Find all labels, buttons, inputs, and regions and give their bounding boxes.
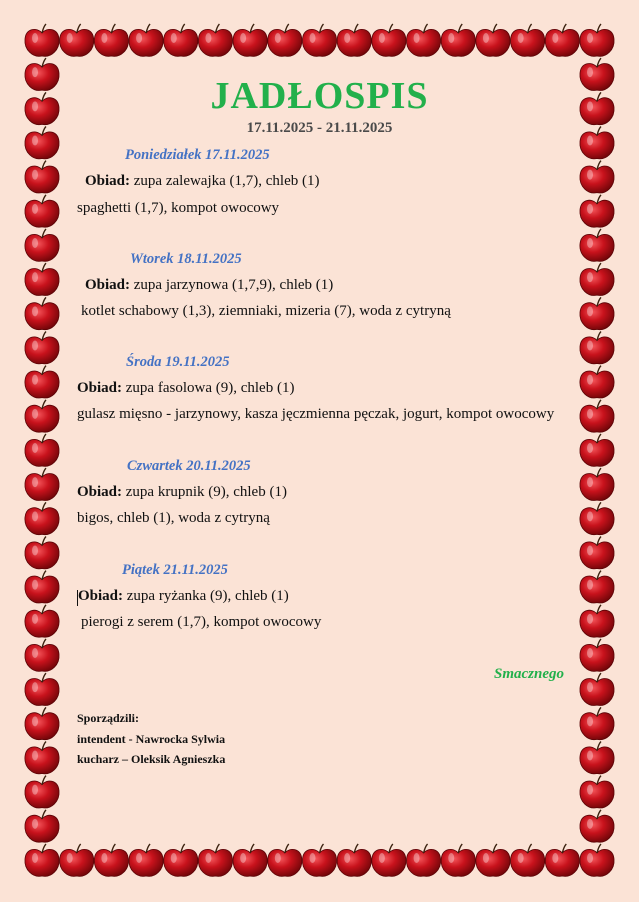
apple-icon (233, 24, 267, 56)
apple-icon (580, 468, 614, 500)
apple-icon (580, 639, 614, 671)
apple-icon (25, 366, 59, 398)
soup-text: zupa ryżanka (9), chleb (1) (123, 588, 289, 604)
date-range: 17.11.2025 - 21.11.2025 (246, 120, 393, 136)
apple-icon (580, 161, 614, 193)
apple-icon (580, 332, 614, 364)
lunch-soup-friday (78, 588, 289, 605)
apple-icon (129, 844, 163, 876)
apple-icon (25, 810, 59, 842)
apple-icon (25, 742, 59, 774)
lunch-main-friday: pierogi z serem (1,7), kompot owocowy (81, 614, 322, 630)
apple-icon (580, 844, 614, 876)
apple-icon (198, 24, 232, 56)
soup-text: zupa fasolowa (9), chleb (1) (122, 380, 295, 396)
apple-icon (25, 502, 59, 534)
apple-icon (441, 24, 475, 56)
prepared-by-label: Sporządzili: (77, 711, 139, 725)
cook-signature: kucharz – Oleksik Agnieszka (77, 752, 226, 766)
apple-icon (580, 571, 614, 603)
apple-icon (25, 776, 59, 808)
apple-icon (25, 195, 59, 227)
apple-icon (94, 24, 128, 56)
apple-icon (580, 776, 614, 808)
lunch-soup-monday (85, 173, 320, 190)
apple-icon (580, 810, 614, 842)
apple-icon (580, 673, 614, 705)
lunch-label: Obiad: (85, 277, 131, 293)
soup-text: zupa jarzynowa (1,7,9), chleb (1) (130, 277, 334, 293)
apple-icon (164, 24, 198, 56)
day-heading-thursday: Czwartek 20.11.2025 (127, 458, 251, 474)
lunch-label: Obiad: (85, 173, 131, 189)
apple-icon (476, 24, 510, 56)
apple-icon (580, 537, 614, 569)
apple-icon (406, 844, 440, 876)
apple-icon (580, 366, 614, 398)
lunch-main-wednesday: gulasz mięsno - jarzynowy, kasza jęczmienna pęczak, jogurt, kompot owocowy (77, 406, 555, 422)
apple-icon (302, 24, 336, 56)
apple-icon (580, 434, 614, 466)
lunch-label: Obiad: (77, 380, 123, 396)
apple-icon (25, 263, 59, 295)
apple-icon (441, 844, 475, 876)
apple-icon (302, 844, 336, 876)
day-heading-tuesday: Wtorek 18.11.2025 (130, 251, 242, 267)
apple-icon (511, 24, 545, 56)
apple-icon (198, 844, 232, 876)
closing-text: Smacznego (494, 666, 565, 682)
apple-icon (25, 605, 59, 637)
apple-icon (372, 844, 406, 876)
apple-icon (580, 24, 614, 56)
apple-icon (164, 844, 198, 876)
soup-text: zupa zalewajka (1,7), chleb (1) (130, 173, 320, 189)
day-heading-friday: Piątek 21.11.2025 (122, 562, 228, 578)
apple-icon (60, 844, 94, 876)
apple-icon (25, 332, 59, 364)
apple-icon (25, 537, 59, 569)
apple-icon (94, 844, 128, 876)
apple-icon (406, 24, 440, 56)
lunch-main-thursday: bigos, chleb (1), woda z cytryną (77, 510, 270, 526)
apple-icon (580, 400, 614, 432)
apple-icon (580, 742, 614, 774)
apple-icon (25, 434, 59, 466)
apple-icon (25, 571, 59, 603)
apple-icon (580, 195, 614, 227)
apple-icon (25, 297, 59, 329)
apple-icon (545, 24, 579, 56)
apple-icon (60, 24, 94, 56)
apple-icon (268, 24, 302, 56)
page-title: JADŁOSPIS (210, 75, 429, 117)
day-heading-wednesday: Środa 19.11.2025 (126, 354, 230, 370)
apple-icon (25, 673, 59, 705)
apple-icon (580, 263, 614, 295)
apple-icon (25, 24, 59, 56)
apple-icon (476, 844, 510, 876)
apple-icon (25, 400, 59, 432)
day-heading-monday: Poniedziałek 17.11.2025 (125, 147, 270, 163)
apple-icon (25, 468, 59, 500)
apple-icon (337, 24, 371, 56)
apple-icon (580, 502, 614, 534)
apple-icon (337, 844, 371, 876)
lunch-soup-thursday (77, 484, 287, 501)
soup-text: zupa krupnik (9), chleb (1) (122, 484, 287, 500)
apple-icon (372, 24, 406, 56)
lunch-label: Obiad: (78, 588, 124, 604)
apple-icon (25, 229, 59, 261)
apple-icon (580, 707, 614, 739)
lunch-soup-tuesday (85, 277, 333, 294)
apple-icon (25, 161, 59, 193)
apple-icon (25, 639, 59, 671)
lunch-label: Obiad: (77, 484, 123, 500)
apple-icon (268, 844, 302, 876)
apple-icon (25, 844, 59, 876)
apple-icon (545, 844, 579, 876)
apple-icon (580, 229, 614, 261)
apple-icon (580, 297, 614, 329)
lunch-main-monday: spaghetti (1,7), kompot owocowy (77, 200, 280, 216)
lunch-main-tuesday: kotlet schabowy (1,3), ziemniaki, mizeria (7), woda z cytryną (81, 303, 451, 319)
apple-icon (25, 707, 59, 739)
apple-icon (580, 605, 614, 637)
intendent-signature: intendent - Nawrocka Sylwia (77, 732, 226, 746)
lunch-soup-wednesday (77, 380, 294, 397)
apple-icon (233, 844, 267, 876)
apple-icon (511, 844, 545, 876)
apple-icon (129, 24, 163, 56)
